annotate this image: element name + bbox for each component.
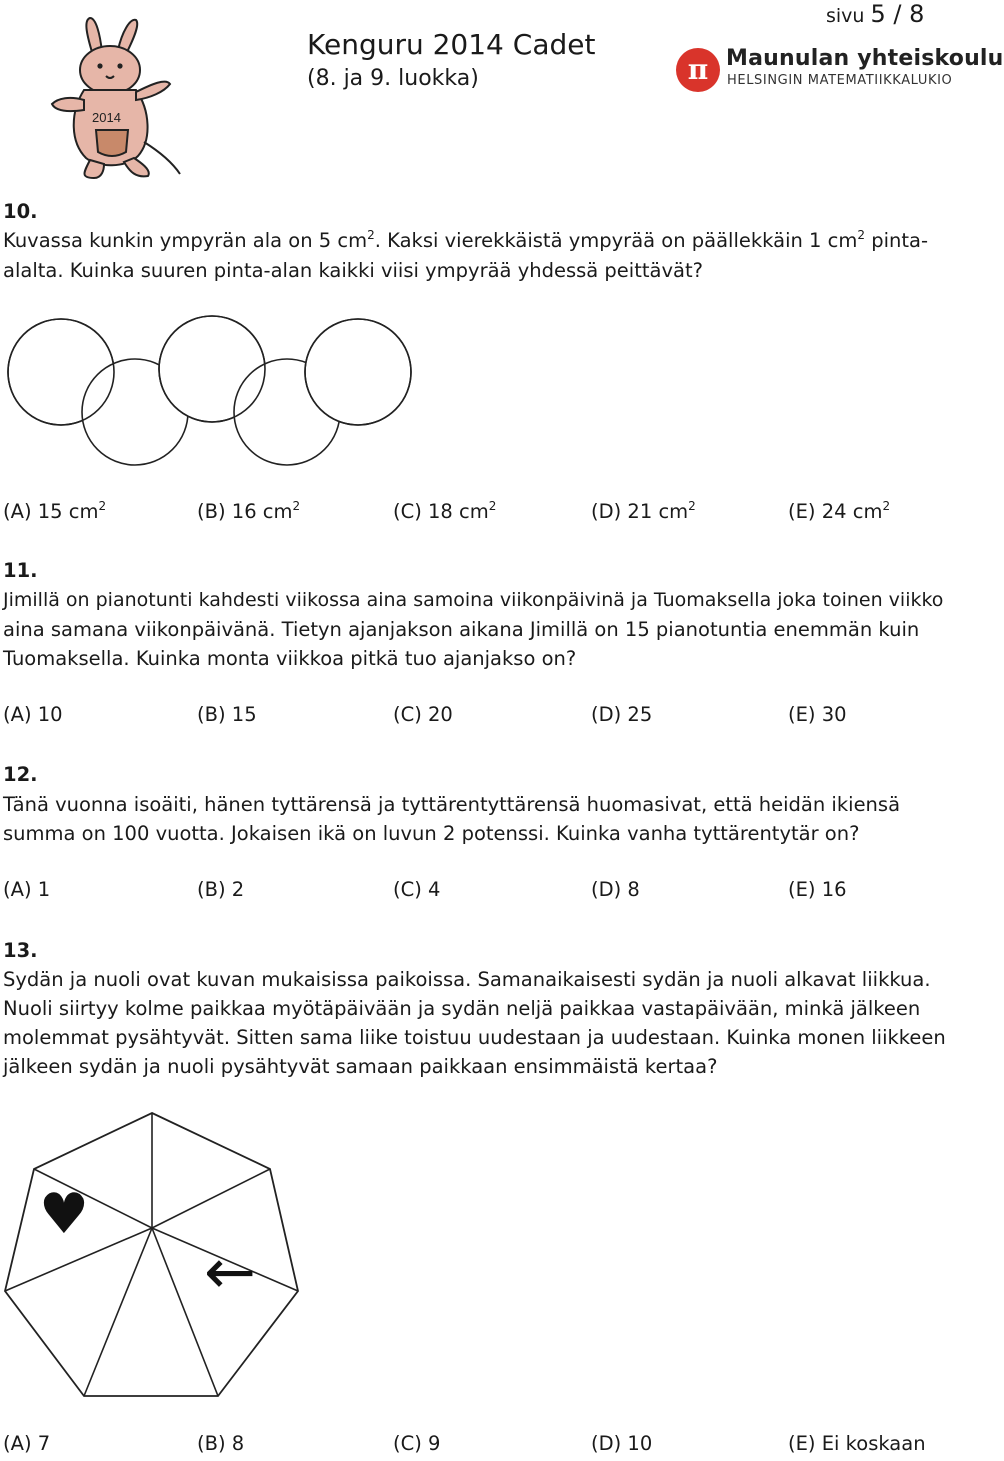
option-e[interactable]: (E) 24 $cm^2$ (788, 499, 891, 523)
pi-logo-icon (674, 46, 722, 94)
option-b[interactable]: (B) 8 (197, 1432, 245, 1455)
option-c[interactable]: (C) 4 (393, 878, 441, 901)
question-13-line-4: jälkeen sydän ja nuoli pysähtyvät samaan paikkaan ensimmäistä kertaa? (3, 1055, 718, 1078)
option-a[interactable]: (A) 1 (3, 878, 51, 901)
option-a[interactable]: (A) 7 (3, 1432, 51, 1455)
question-10-number: 10. (3, 200, 38, 223)
question-13-line-3: molemmat pysähtyvät. Sitten sama liike toistuu uudestaan ja uudestaan. Kuinka monen liikkeen (3, 1026, 946, 1049)
logo-symbol: π (687, 53, 709, 86)
question-12-line-1: Tänä vuonna isoäiti, hänen tyttärensä ja tyttärentyttärensä huomasivat, että heidän ikiensä (3, 793, 901, 816)
page-number: 5 / 8 (870, 0, 925, 28)
question-12-number: 12. (3, 763, 38, 786)
option-d[interactable]: (D) 21 $cm^2$ (591, 499, 696, 523)
option-e[interactable]: (E) 16 (788, 878, 847, 901)
mascot-year: 2014 (92, 110, 121, 125)
option-d[interactable]: (D) 8 (591, 878, 640, 901)
option-d[interactable]: (D) 25 (591, 703, 653, 726)
five-circles-figure (0, 312, 420, 472)
question-11-line-3: Tuomaksella. Kuinka monta viikkoa pitkä tuo ajanjakso on? (3, 647, 577, 670)
school-subtitle: HELSINGIN MATEMATIIKKALUKIO (727, 73, 953, 88)
option-b[interactable]: (B) 15 (197, 703, 257, 726)
superscript: 2 (367, 228, 375, 242)
question-13-number: 13. (3, 939, 38, 962)
question-11-line-1: Jimillä on pianotunti kahdesti viikossa aina samoina viikonpäivinä ja Tuomaksella joka toinen viikko (3, 589, 944, 611)
option-c[interactable]: (C) 18 $cm^2$ (393, 499, 497, 523)
question-12-line-2: summa on 100 vuotta. Jokaisen ikä on luvun 2 potenssi. Kuinka vanha tyttärentytär on? (3, 822, 860, 845)
question-10-line-2: alalta. Kuinka suuren pinta-alan kaikki viisi ympyrää yhdessä peittävät? (3, 259, 703, 282)
school-name: Maunulan yhteiskoulu (726, 46, 1004, 71)
option-c[interactable]: (C) 9 (393, 1432, 441, 1455)
question-13-line-1: Sydän ja nuoli ovat kuvan mukaisissa paikoissa. Samanaikaisesti sydän ja nuoli alkavat liikkua. (3, 968, 931, 991)
arrow-icon: ← (204, 1235, 256, 1308)
document-title: Kenguru 2014 Cadet (307, 28, 596, 61)
heart-icon: ♥ (38, 1182, 90, 1247)
option-b[interactable]: (B) 16 $cm^2$ (197, 499, 301, 523)
heptagon-figure (0, 1105, 310, 1410)
page-indicator (826, 0, 924, 28)
page-label: sivu (826, 5, 865, 27)
q10-text-c: pinta- (865, 229, 929, 252)
option-b[interactable]: (B) 2 (197, 878, 245, 901)
question-11-number: 11. (3, 559, 38, 582)
option-d[interactable]: (D) 10 (591, 1432, 653, 1455)
option-c[interactable]: (C) 20 (393, 703, 453, 726)
question-13-line-2: Nuoli siirtyy kolme paikkaa myötäpäivään ja sydän neljä paikkaa vastapäivään, minkä jälkeen (3, 997, 921, 1020)
question-11-line-2: aina samana viikonpäivänä. Tietyn ajanjakson aikana Jimillä on 15 pianotuntia enemmän kuin (3, 618, 920, 641)
superscript: 2 (857, 228, 866, 242)
kangaroo-mascot-icon (40, 12, 190, 182)
option-e[interactable]: (E) 30 (788, 703, 847, 726)
q10-text-b: . Kaksi vierekkäistä ympyrää on päällekkäin 1 cm (374, 229, 858, 252)
document-subtitle: (8. ja 9. luokka) (307, 66, 479, 91)
option-a[interactable]: (A) 15 $cm^2$ (3, 499, 107, 523)
question-10-line-1 (3, 226, 928, 255)
option-a[interactable]: (A) 10 (3, 703, 63, 726)
option-e[interactable]: (E) Ei koskaan (788, 1432, 926, 1455)
q10-text-a: Kuvassa kunkin ympyrän ala on 5 cm (3, 229, 368, 252)
